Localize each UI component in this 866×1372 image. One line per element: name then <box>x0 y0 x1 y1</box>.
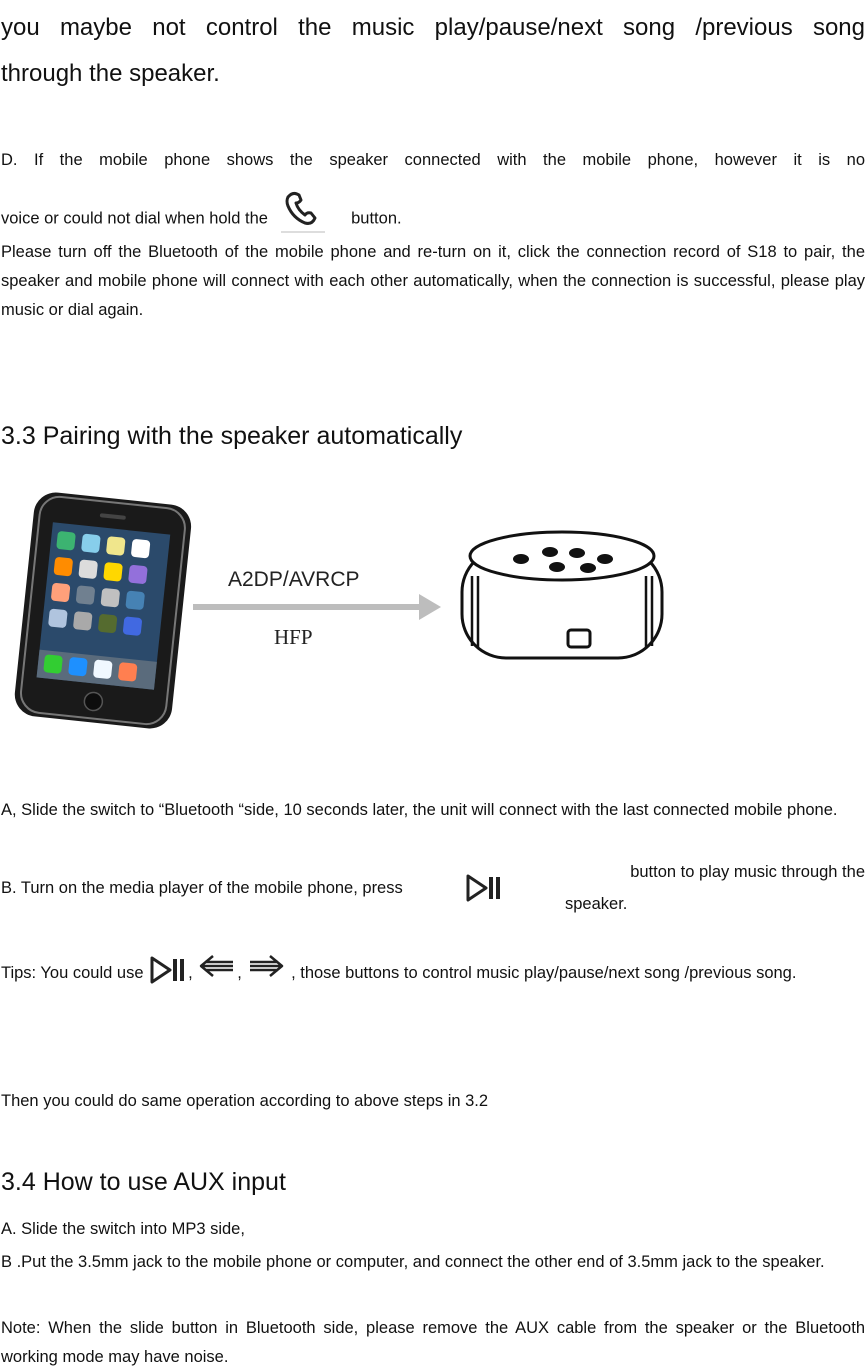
tips-text-start: Tips: You could use <box>1 964 144 982</box>
play-pause-icon <box>148 954 188 986</box>
play-pause-icon <box>464 872 504 904</box>
phone-handset-icon <box>279 188 327 234</box>
d-paragraph-button-word: button. <box>351 209 402 228</box>
connection-arrow <box>193 594 441 620</box>
then-paragraph: Then you could do same operation according to above steps in 3.2 <box>1 1092 489 1110</box>
d-paragraph-text: voice or could not dial when hold the <box>1 209 268 228</box>
figure-label-hfp: HFP <box>274 625 313 649</box>
intro-line-2: through the speaker. <box>1 60 220 87</box>
right-arrow-icon <box>246 952 286 984</box>
step-b-text-end: button to play music through the speaker. <box>565 863 865 913</box>
left-arrow-icon <box>197 952 237 984</box>
step-b-text-start: B. Turn on the media player of the mobile phone, press <box>1 879 403 897</box>
step-a-paragraph: A, Slide the switch to “Bluetooth “side, 10 seconds later, the unit will connect with the last connected mobile phone. <box>1 801 838 819</box>
speaker-illustration <box>462 532 662 658</box>
section-3-4-heading: 3.4 How to use AUX input <box>1 1168 286 1196</box>
section-3-3-heading: 3.3 Pairing with the speaker automatically <box>1 422 463 450</box>
aux-note: Note: When the slide button in Bluetooth side, please remove the AUX cable from the speaker or the Bluetooth working mode may have noise. <box>1 1319 865 1366</box>
tips-text-end: , those buttons to control music play/pause/next song /previous song. <box>291 964 797 982</box>
aux-step-b: B .Put the 3.5mm jack to the mobile phone or computer, and connect the other end of 3.5mm jack to the speaker. <box>1 1253 825 1271</box>
d-paragraph-line-1: D. If the mobile phone shows the speaker connected with the mobile phone, however it is no <box>1 151 865 169</box>
figure-label-a2dp: A2DP/AVRCP <box>228 568 360 591</box>
intro-line-1: you maybe not control the music play/pause/next song /previous song <box>1 14 865 41</box>
step-b-paragraph <box>1 863 865 913</box>
step-b-line-1 <box>1 863 865 913</box>
tips-paragraph: Tips: You could use , , , those buttons to control music play/pause/next song /previous song. <box>1 957 865 990</box>
smartphone-illustration <box>13 490 194 730</box>
aux-step-a: A. Slide the switch into MP3 side, <box>1 1220 245 1238</box>
d-paragraph-line-2 <box>1 196 865 242</box>
pairing-figure <box>0 488 866 733</box>
please-paragraph: Please turn off the Bluetooth of the mobile phone and re-turn on it, click the connection record of S18 to pair, the speaker and mobile phone will connect with each other automatically, when the connection is successful, please play music or dial again. <box>1 243 865 319</box>
